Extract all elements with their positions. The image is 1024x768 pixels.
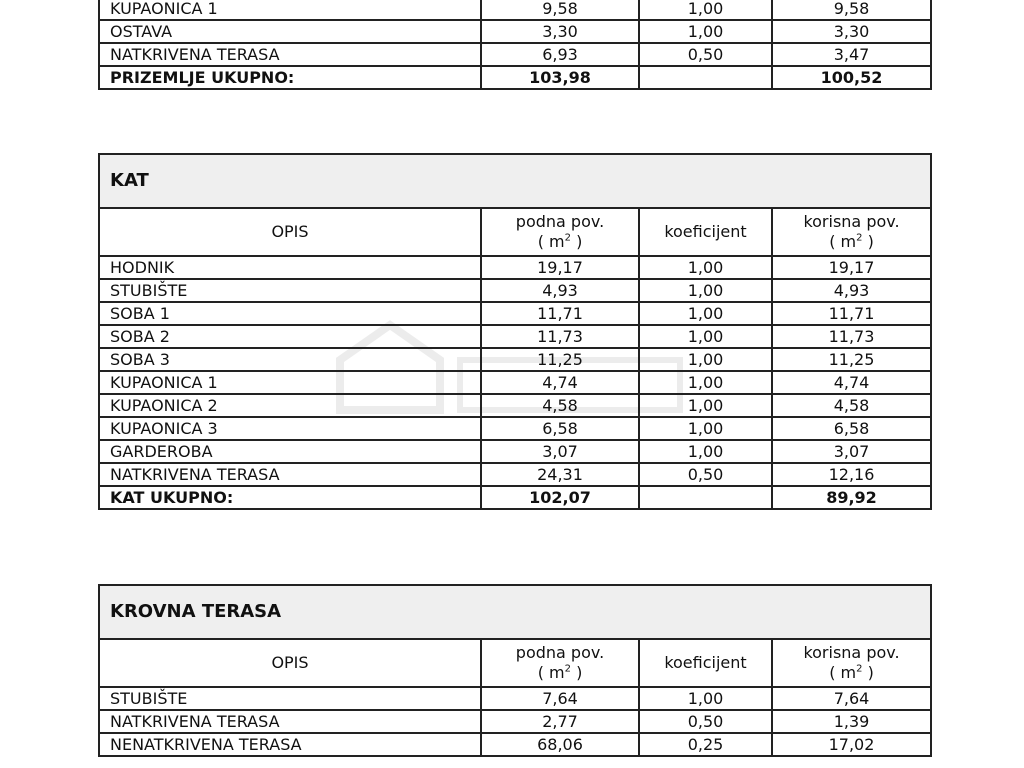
total-korisna: 89,92 bbox=[772, 486, 931, 509]
row-podna: 4,58 bbox=[481, 394, 639, 417]
row-koef: 0,50 bbox=[639, 463, 772, 486]
total-korisna: 100,52 bbox=[772, 66, 931, 89]
row-koef: 1,00 bbox=[639, 687, 772, 710]
table-row bbox=[99, 417, 931, 440]
ground-floor-table bbox=[98, 0, 932, 90]
table-row bbox=[99, 371, 931, 394]
header-podna: podna pov. ( $m^2$ ) bbox=[481, 208, 639, 256]
table-row bbox=[99, 279, 931, 302]
row-koef: 1,00 bbox=[639, 256, 772, 279]
row-koef: 1,00 bbox=[639, 348, 772, 371]
total-koef-empty bbox=[639, 486, 772, 509]
row-korisna: 4,93 bbox=[772, 279, 931, 302]
row-koef: 1,00 bbox=[639, 279, 772, 302]
row-korisna: 6,58 bbox=[772, 417, 931, 440]
table-row bbox=[99, 440, 931, 463]
row-opis: SOBA 1 bbox=[99, 302, 481, 325]
row-korisna: 7,64 bbox=[772, 687, 931, 710]
row-korisna: 17,02 bbox=[772, 733, 931, 756]
row-korisna: 11,73 bbox=[772, 325, 931, 348]
row-opis: KUPAONICA 2 bbox=[99, 394, 481, 417]
header-opis: OPIS bbox=[99, 639, 481, 687]
table-row bbox=[99, 463, 931, 486]
row-korisna: 19,17 bbox=[772, 256, 931, 279]
header-podna: podna pov. ( $m^2$ ) bbox=[481, 639, 639, 687]
total-podna: 102,07 bbox=[481, 486, 639, 509]
row-opis: STUBIŠTE bbox=[99, 279, 481, 302]
header-opis: OPIS bbox=[99, 208, 481, 256]
row-korisna: 11,25 bbox=[772, 348, 931, 371]
row-koef: 1,00 bbox=[639, 302, 772, 325]
row-koef: 1,00 bbox=[639, 371, 772, 394]
row-opis: NENATKRIVENA TERASA bbox=[99, 733, 481, 756]
total-label: PRIZEMLJE UKUPNO: bbox=[99, 66, 481, 89]
row-korisna: 3,07 bbox=[772, 440, 931, 463]
table-row bbox=[99, 394, 931, 417]
row-opis: NATKRIVENA TERASA bbox=[99, 710, 481, 733]
row-opis: KUPAONICA 1 bbox=[99, 371, 481, 394]
table-row bbox=[99, 256, 931, 279]
row-koef: 0,50 bbox=[639, 710, 772, 733]
row-opis: SOBA 2 bbox=[99, 325, 481, 348]
row-koef: 1,00 bbox=[639, 440, 772, 463]
row-opis: GARDEROBA bbox=[99, 440, 481, 463]
row-opis: KUPAONICA 1 bbox=[99, 0, 481, 20]
row-korisna: 4,58 bbox=[772, 394, 931, 417]
section-title: KAT bbox=[99, 154, 931, 208]
row-opis: OSTAVA bbox=[99, 20, 481, 43]
header-korisna: korisna pov. ( $m^2$ ) bbox=[772, 208, 931, 256]
row-koef: 1,00 bbox=[639, 394, 772, 417]
row-korisna: 3,47 bbox=[772, 43, 931, 66]
row-koef: 1,00 bbox=[639, 20, 772, 43]
row-korisna: 4,74 bbox=[772, 371, 931, 394]
row-podna: 3,30 bbox=[481, 20, 639, 43]
row-koef: 1,00 bbox=[639, 325, 772, 348]
row-podna: 6,58 bbox=[481, 417, 639, 440]
row-korisna: 3,30 bbox=[772, 20, 931, 43]
row-koef: 0,25 bbox=[639, 733, 772, 756]
row-podna: 4,74 bbox=[481, 371, 639, 394]
table-row bbox=[99, 0, 931, 20]
row-podna: 7,64 bbox=[481, 687, 639, 710]
row-korisna: 1,39 bbox=[772, 710, 931, 733]
header-koef: koeficijent bbox=[639, 639, 772, 687]
header-korisna: korisna pov. ( $m^2$ ) bbox=[772, 639, 931, 687]
table-row bbox=[99, 733, 931, 756]
table-row bbox=[99, 687, 931, 710]
row-podna: 9,58 bbox=[481, 0, 639, 20]
row-opis: STUBIŠTE bbox=[99, 687, 481, 710]
table-row bbox=[99, 43, 931, 66]
roof-terrace-table bbox=[98, 584, 932, 757]
total-label: KAT UKUPNO: bbox=[99, 486, 481, 509]
section-title: KROVNA TERASA bbox=[99, 585, 931, 639]
row-opis: NATKRIVENA TERASA bbox=[99, 43, 481, 66]
row-podna: 11,71 bbox=[481, 302, 639, 325]
row-koef: 1,00 bbox=[639, 417, 772, 440]
row-podna: 68,06 bbox=[481, 733, 639, 756]
header-koef: koeficijent bbox=[639, 208, 772, 256]
total-row bbox=[99, 486, 931, 509]
section-header bbox=[99, 154, 931, 208]
row-podna: 24,31 bbox=[481, 463, 639, 486]
column-headers bbox=[99, 208, 931, 256]
row-opis: SOBA 3 bbox=[99, 348, 481, 371]
row-koef: 0,50 bbox=[639, 43, 772, 66]
row-korisna: 11,71 bbox=[772, 302, 931, 325]
row-korisna: 9,58 bbox=[772, 0, 931, 20]
row-podna: 11,25 bbox=[481, 348, 639, 371]
table-row bbox=[99, 20, 931, 43]
total-row bbox=[99, 66, 931, 89]
row-opis: HODNIK bbox=[99, 256, 481, 279]
row-opis: KUPAONICA 3 bbox=[99, 417, 481, 440]
row-podna: 3,07 bbox=[481, 440, 639, 463]
row-podna: 6,93 bbox=[481, 43, 639, 66]
total-podna: 103,98 bbox=[481, 66, 639, 89]
total-koef-empty bbox=[639, 66, 772, 89]
table-row bbox=[99, 302, 931, 325]
row-podna: 2,77 bbox=[481, 710, 639, 733]
floor-table bbox=[98, 153, 932, 510]
table-row bbox=[99, 710, 931, 733]
row-podna: 4,93 bbox=[481, 279, 639, 302]
section-header bbox=[99, 585, 931, 639]
row-opis: NATKRIVENA TERASA bbox=[99, 463, 481, 486]
table-row bbox=[99, 348, 931, 371]
table-row bbox=[99, 325, 931, 348]
row-podna: 11,73 bbox=[481, 325, 639, 348]
row-koef: 1,00 bbox=[639, 0, 772, 20]
column-headers bbox=[99, 639, 931, 687]
row-korisna: 12,16 bbox=[772, 463, 931, 486]
row-podna: 19,17 bbox=[481, 256, 639, 279]
